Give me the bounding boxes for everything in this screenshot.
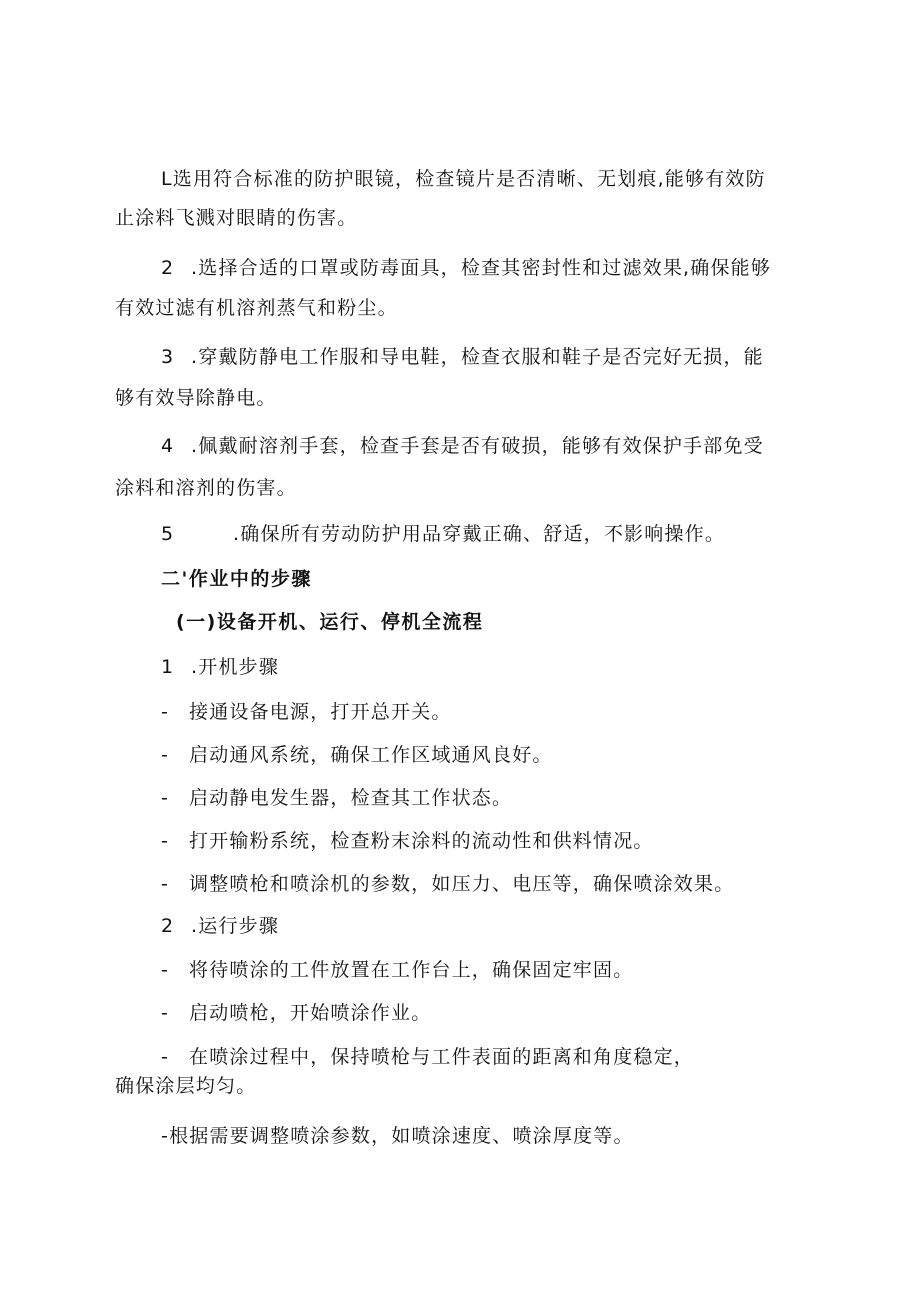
startup-step-1	[161, 700, 452, 724]
dash-bullet: -	[161, 1046, 170, 1068]
prep-item-1-line-2: 止涂料飞溅对眼睛的伤害。	[115, 207, 358, 229]
dash-bullet: -	[161, 1125, 170, 1147]
dash-bullet: -	[161, 830, 170, 852]
dash-bullet: -	[161, 959, 170, 981]
prep-item-2-number: 2	[161, 257, 175, 279]
dash-bullet: -	[161, 1002, 170, 1024]
prep-item-3-line-2: 够有效导除静电。	[115, 387, 277, 409]
startup-step-4	[161, 829, 654, 853]
running-step-text: 根据需要调整喷涂参数，如喷涂速度、喷涂厚度等。	[169, 1125, 634, 1147]
prep-item-2-line-1	[161, 256, 771, 280]
prep-item-4-line-1	[161, 434, 764, 458]
prep-item-4-number: 4	[161, 435, 175, 457]
prep-item-5-text: .确保所有劳动防护用品穿戴正确、舒适，不影响操作。	[233, 523, 726, 545]
startup-step-text: 调整喷枪和喷涂机的参数，如压力、电压等，确保喷涂效果。	[189, 873, 735, 895]
startup-step-3	[161, 786, 512, 810]
running-step-text: 在喷涂过程中，保持喷枪与工件表面的距离和角度稳定，	[189, 1046, 695, 1068]
dash-bullet: -	[161, 701, 170, 723]
startup-title-text: .开机步骤	[191, 656, 280, 678]
startup-step-text: 打开输粉系统，检查粉末涂料的流动性和供料情况。	[189, 830, 654, 852]
running-number: 2	[161, 915, 175, 937]
prep-item-1-line-1: L选用符合标准的防护眼镜，检查镜片是否清晰、无划痕,能够有效防	[161, 168, 766, 190]
running-step-text: 启动喷枪，开始喷涂作业。	[189, 1002, 432, 1024]
startup-step-text: 启动静电发生器，检查其工作状态。	[189, 787, 513, 809]
dash-bullet: -	[161, 873, 170, 895]
prep-item-2-line-2: 有效过滤有机溶剂蒸气和粉尘。	[115, 297, 398, 319]
prep-item-2-text: .选择合适的口罩或防毒面具，检查其密封性和过滤效果,确保能够	[191, 257, 772, 279]
running-title	[161, 914, 279, 938]
startup-step-5	[161, 872, 734, 896]
startup-step-text: 启动通风系统，确保工作区域通风良好。	[189, 744, 553, 766]
running-step-3-line-1	[161, 1045, 694, 1069]
prep-item-3-number: 3	[161, 346, 175, 368]
running-step-text: 将待喷涂的工件放置在工作台上，确保固定牢固。	[189, 959, 634, 981]
startup-number: 1	[161, 656, 175, 678]
prep-item-5	[161, 522, 725, 546]
prep-item-3-text: .穿戴防静电工作服和导电鞋，检查衣服和鞋子是否完好无损，能	[191, 346, 764, 368]
startup-step-2	[161, 743, 553, 767]
section-heading: 二'作业中的步骤	[161, 568, 312, 590]
running-step-3-line-2: 确保涂层均匀。	[115, 1075, 257, 1097]
prep-item-4-text: .佩戴耐溶剂手套，检查手套是否有破损，能够有效保护手部免受	[191, 435, 764, 457]
running-title-text: .运行步骤	[191, 915, 280, 937]
startup-title	[161, 655, 279, 679]
startup-step-text: 接通设备电源，打开总开关。	[189, 701, 452, 723]
dash-bullet: -	[161, 744, 170, 766]
dash-bullet: -	[161, 787, 170, 809]
subsection-heading: (一)设备开机、运行、停机全流程	[176, 611, 484, 633]
running-step-1	[161, 958, 633, 982]
prep-item-3-line-1	[161, 345, 764, 369]
running-step-4	[161, 1124, 634, 1148]
prep-item-5-number: 5	[161, 523, 175, 545]
prep-item-4-line-2: 涂料和溶剂的伤害。	[115, 477, 297, 499]
running-step-2	[161, 1001, 431, 1025]
